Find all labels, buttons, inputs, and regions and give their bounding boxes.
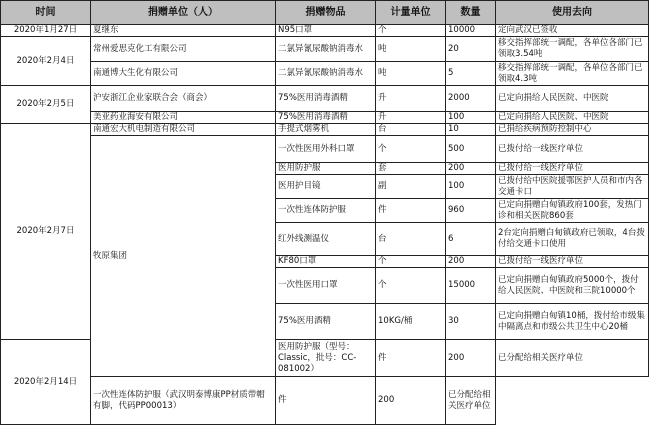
usage-cell: 已捐给疾病预防控制中心	[496, 124, 649, 136]
quantity-cell: 20	[446, 37, 496, 62]
quantity-cell: 10	[446, 124, 496, 136]
donor-cell: 南通博大生化有限公司	[91, 62, 276, 86]
item-cell: 医用防护服（型号：Classic，批号：CC-081002）	[276, 340, 376, 377]
table-row	[1, 86, 649, 112]
usage-cell: 已拨付给一线医疗单位	[496, 163, 649, 175]
quantity-cell: 2000	[446, 86, 496, 112]
unit-cell: 副	[376, 175, 446, 199]
date-cell: 2020年2月14日	[1, 340, 91, 425]
quantity-cell: 100	[446, 175, 496, 199]
usage-cell: 已定向捐给人民医院、中医院	[496, 112, 649, 124]
item-cell: 75%医用消毒酒精	[276, 112, 376, 124]
donor-cell: 南通宏大机电制造有限公司	[91, 124, 276, 136]
quantity-cell: 30	[446, 304, 496, 340]
date-cell: 2020年2月4日	[1, 37, 91, 86]
date-cell: 2020年2月7日	[1, 124, 91, 340]
item-cell: 医用护目镜	[276, 175, 376, 199]
usage-cell: 已定向捐赠白甸镇政府5000个，拨付给人民医院、中医院和三院10000个	[496, 268, 649, 304]
item-cell: 二氯异氰尿酸钠消毒水	[276, 37, 376, 62]
date-cell: 2020年2月5日	[1, 86, 91, 124]
usage-cell: 已定向捐赠白甸镇政府100套，发热门诊和相关医院860套	[496, 199, 649, 223]
unit-cell: 吨	[376, 37, 446, 62]
header-item: 捐赠物品	[276, 1, 376, 25]
donor-cell: 夏继东	[91, 25, 276, 37]
item-cell: N95口罩	[276, 25, 376, 37]
usage-cell: 移交指挥部统一调配，各单位各部门已领取4.3吨	[496, 62, 649, 86]
quantity-cell: 500	[446, 136, 496, 163]
quantity-cell: 5	[446, 62, 496, 86]
unit-cell: 个	[376, 136, 446, 163]
quantity-cell: 200	[446, 163, 496, 175]
header-donor: 捐赠单位（人）	[91, 1, 276, 25]
item-cell: 一次性医用口罩	[276, 268, 376, 304]
header-qty: 数量	[446, 1, 496, 25]
unit-cell: 台	[376, 124, 446, 136]
table-row	[1, 62, 649, 86]
item-cell: 一次性连体防护服（武汉明泰博康PP材质带帽有脚，代码PP00013）	[91, 377, 276, 425]
unit-cell: 件	[276, 377, 376, 425]
item-cell: 75%医用酒精	[276, 304, 376, 340]
quantity-cell: 200	[446, 340, 496, 377]
unit-cell: 个	[376, 268, 446, 304]
item-cell: 医用防护服	[276, 163, 376, 175]
header-unit: 计量单位	[376, 1, 446, 25]
item-cell: 二氯异氰尿酸钠消毒水	[276, 62, 376, 86]
table-body	[1, 25, 649, 425]
quantity-cell: 100	[446, 112, 496, 124]
donor-cell: 美亚药业海安有限公司	[91, 112, 276, 124]
donor-cell: 牧原集团	[91, 136, 276, 377]
table-row	[1, 377, 649, 425]
unit-cell: 升	[376, 86, 446, 112]
unit-cell: 个	[376, 25, 446, 37]
usage-cell: 2台定向捐赠白甸镇政府已领取，4台拨付给交通卡口使用	[496, 223, 649, 256]
item-cell: 一次性医用外科口罩	[276, 136, 376, 163]
item-cell: 75%医用消毒酒精	[276, 86, 376, 112]
item-cell: 手提式烟雾机	[276, 124, 376, 136]
donor-cell: 沪安浙江企业家联合会（商会）	[91, 86, 276, 112]
unit-cell: 个	[376, 256, 446, 268]
table-row	[1, 124, 649, 136]
item-cell: KF80口罩	[276, 256, 376, 268]
unit-cell: 件	[376, 340, 446, 377]
header-usage: 使用去向	[496, 1, 649, 25]
donor-cell: 常州爱思克化工有限公司	[91, 37, 276, 62]
unit-cell: 台	[376, 223, 446, 256]
quantity-cell: 200	[446, 256, 496, 268]
usage-cell: 已拨付给中医院援鄂医护人员和市内各交通卡口	[496, 175, 649, 199]
usage-cell: 已定向捐给人民医院、中医院	[496, 86, 649, 112]
quantity-cell: 10000	[446, 25, 496, 37]
quantity-cell: 960	[446, 199, 496, 223]
unit-cell: 10KG/桶	[376, 304, 446, 340]
unit-cell: 件	[376, 199, 446, 223]
table-row	[1, 136, 649, 163]
quantity-cell: 15000	[446, 268, 496, 304]
table-row	[1, 25, 649, 37]
usage-cell: 已分配给相关医疗单位	[446, 377, 496, 425]
usage-cell: 定向武汉已签收	[496, 25, 649, 37]
unit-cell: 升	[376, 112, 446, 124]
header-row	[1, 1, 649, 25]
usage-cell: 已拨付给一线医疗单位	[496, 256, 649, 268]
table-row	[1, 112, 649, 124]
item-cell: 一次性连体防护服	[276, 199, 376, 223]
quantity-cell: 200	[376, 377, 446, 425]
quantity-cell: 6	[446, 223, 496, 256]
usage-cell: 已拨付给一线医疗单位	[496, 136, 649, 163]
unit-cell: 套	[376, 163, 446, 175]
usage-cell: 已定向捐赠白甸镇10桶，拨付给市级集中隔离点和市级公共卫生中心20桶	[496, 304, 649, 340]
usage-cell: 已分配给相关医疗单位	[496, 340, 649, 377]
unit-cell: 吨	[376, 62, 446, 86]
date-cell: 2020年1月27日	[1, 25, 91, 37]
header-date: 时间	[1, 1, 91, 25]
usage-cell: 移交指挥部统一调配，各单位各部门已领取3.54吨	[496, 37, 649, 62]
table-row	[1, 37, 649, 62]
item-cell: 红外线测温仪	[276, 223, 376, 256]
